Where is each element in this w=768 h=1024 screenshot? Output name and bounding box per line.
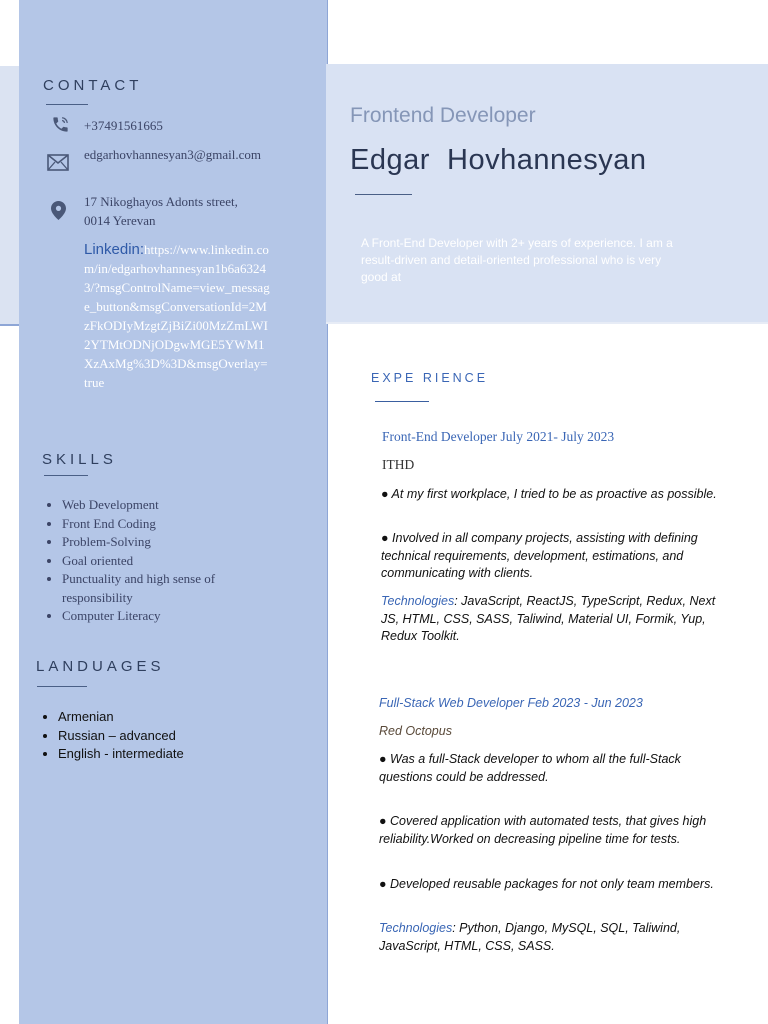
skills-list	[40, 496, 242, 626]
job-role-title: Frontend Developer	[350, 104, 536, 127]
contact-heading-rule	[46, 104, 88, 105]
job-bullet: ● At my first workplace, I tried to be as proactive as possible.	[381, 487, 717, 501]
list-item: • English - intermediate	[58, 745, 258, 764]
skills-heading-rule	[44, 475, 88, 476]
technologies-label: Technologies	[379, 921, 453, 935]
job-bullet: ● Was a full-Stack developer to whom all the full-Stack questions could be addressed.	[379, 752, 681, 784]
envelope-icon	[47, 154, 69, 171]
technologies-list: : Python, Django, MySQL, SQL, Taliwind, JavaScript, HTML, CSS, SASS.	[379, 921, 681, 953]
technologies-label: Technologies	[381, 594, 455, 608]
list-item: • Punctuality and high sense of responsibility	[62, 570, 242, 607]
technologies-list: : JavaScript, ReactJS, TypeScript, Redux, Next JS, HTML, CSS, SASS, Taliwind, Material UI, Formik, Yup, Redux Toolkit.	[381, 594, 716, 643]
job-technologies	[379, 920, 729, 955]
list-item: • Computer Literacy	[62, 607, 242, 626]
job-title: Front-End Developer July 2021- July 2023	[382, 429, 615, 444]
job-bullet: ● Involved in all company projects, assisting with defining technical requirements, development, estimations, and communicating with clients.	[381, 531, 698, 580]
job-bullet: ● Covered application with automated tests, that gives high reliability.Worked on decreasing pipeline time for tests.	[379, 814, 707, 846]
phone-icon	[51, 115, 70, 134]
location-pin-icon	[51, 201, 66, 220]
name-rule	[355, 194, 412, 195]
job-bullet: ● Developed reusable packages for not only team members.	[379, 877, 714, 891]
job-title: Full-Stack Web Developer Feb 2023 - Jun 2023	[379, 696, 643, 710]
list-item: • Problem-Solving	[62, 533, 242, 552]
list-item: • Front End Coding	[62, 515, 242, 534]
job-technologies	[381, 593, 726, 646]
summary-text: A Front-End Developer with 2+ years of experience. I am a result-driven and detail-oriented professional who is very good at	[361, 236, 673, 284]
person-name: Edgar Hovhannesyan	[350, 144, 647, 176]
list-item: • Goal oriented	[62, 552, 242, 571]
company-name: ITHD	[382, 457, 415, 472]
languages-list	[34, 708, 258, 764]
experience-heading: EXPE RIENCE	[371, 371, 489, 385]
linkedin-label: Linkedin:	[84, 241, 145, 258]
company-name: Red Octopus	[379, 724, 452, 738]
linkedin-link[interactable]	[84, 240, 270, 392]
list-item: • Web Development	[62, 496, 242, 515]
list-item: • Russian – advanced	[58, 727, 258, 746]
contact-heading: CONTACT	[43, 77, 143, 94]
skills-heading: SKILLS	[42, 451, 117, 468]
list-item: • Armenian	[58, 708, 258, 727]
sidebar-tab-decoration	[0, 66, 20, 326]
languages-heading: LANDUAGES	[36, 658, 165, 675]
experience-heading-rule	[375, 401, 429, 402]
languages-heading-rule	[37, 686, 87, 687]
contact-phone[interactable]: +37491561665	[84, 118, 163, 133]
linkedin-url[interactable]: https://www.linkedin.com/in/edgarhovhannesyan1b6a63243/?msgControlName=view_message_button&msgConversationId=2MzFkODIyMzgtZjBiZi00MzZmLWI2YTMtODNjODgwMGE5YWM1XzAxMg%3D%3D&msgOverlay=true	[84, 242, 270, 390]
contact-email[interactable]: edgarhovhannesyan3@gmail.com	[84, 147, 261, 162]
contact-address: 17 Nikoghayos Adonts street, 0014 Yerevan	[84, 194, 238, 228]
